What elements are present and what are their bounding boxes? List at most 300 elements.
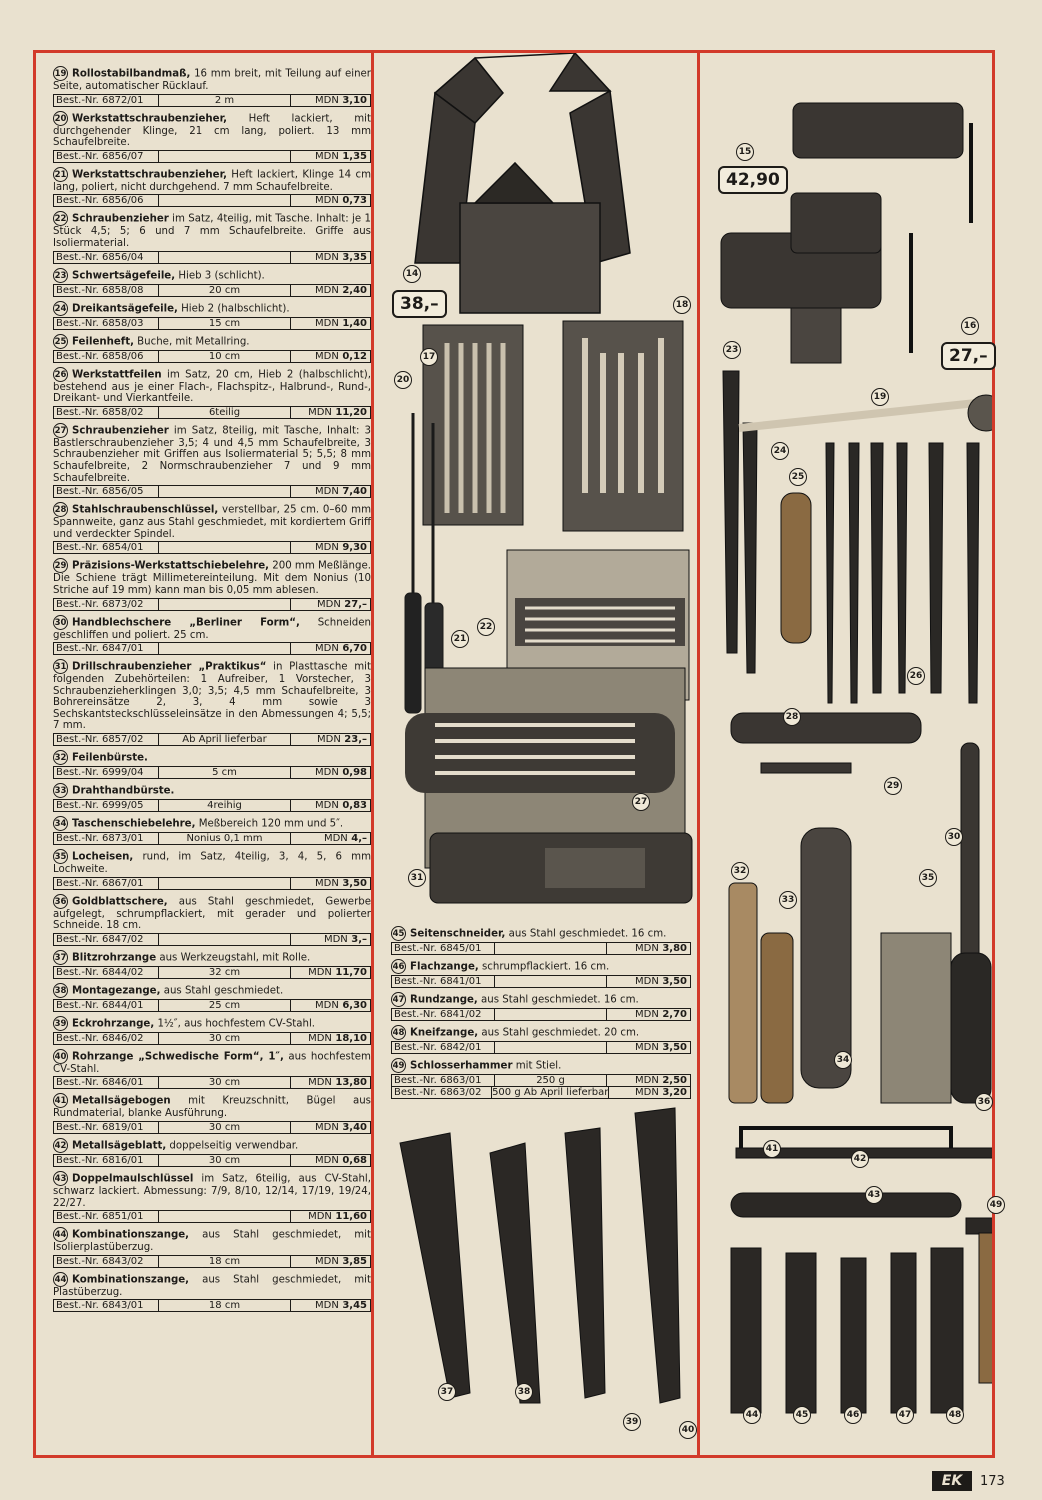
item-number: 47 <box>391 992 406 1007</box>
product-entry <box>391 1025 691 1054</box>
product-name: Feilenheft, <box>72 336 134 348</box>
item-number: 21 <box>53 167 68 182</box>
product-entry <box>53 423 371 498</box>
order-row <box>53 284 371 297</box>
currency-label: MDN <box>308 406 332 418</box>
item-number: 48 <box>391 1025 406 1040</box>
price-value: 0,83 <box>342 800 367 812</box>
order-number: Best.-Nr. 6858/08 <box>54 285 159 296</box>
currency-label: MDN <box>316 598 341 610</box>
order-spec <box>495 1042 607 1053</box>
item-number: 30 <box>53 615 68 630</box>
price-value: 1,40 <box>342 317 367 329</box>
product-entry <box>53 211 371 263</box>
callout-40: 40 <box>679 1421 697 1439</box>
order-spec: 6teilig <box>159 407 291 418</box>
item-number: 41 <box>53 1093 68 1108</box>
price-value: 3,85 <box>342 1255 367 1267</box>
product-details: 16 mm breit, mit Teilung auf einer Seite, automatischer Rücklauf. <box>53 68 371 92</box>
order-row <box>391 975 691 988</box>
order-price <box>291 1256 370 1267</box>
price-value: 0,68 <box>342 1155 367 1167</box>
product-description <box>53 1016 371 1031</box>
callout-41: 41 <box>763 1140 781 1158</box>
product-description <box>53 783 371 798</box>
product-entry <box>53 1171 371 1223</box>
product-entry <box>53 894 371 946</box>
order-number: Best.-Nr. 6863/02 <box>392 1087 492 1098</box>
price-value: 0,12 <box>342 350 367 362</box>
product-details: aus Stahl geschmiedet. 16 cm. <box>477 994 639 1006</box>
callout-22: 22 <box>477 618 495 636</box>
order-row <box>53 999 371 1012</box>
product-details: im Satz, 8teilig, mit Tasche, Inhalt: 3 Bastlerschraubenzieher 3,5; 4 und 4,5 mm Schaufelbreite, 3 Schraubenzieher mit Griffen aus Isoliermaterial 5; 5,5; 8 mm Schaufelbreite, 2 Normschraubenzieher 7 und 9 mm Schaufelbreite. <box>53 425 371 484</box>
callout-29: 29 <box>884 777 902 795</box>
product-details: aus Stahl geschmiedet, mit Plastüberzug. <box>53 1274 371 1298</box>
product-name: Metallsägeblatt, <box>72 1140 167 1152</box>
files-image <box>723 371 979 703</box>
order-row <box>53 1255 371 1268</box>
price-value: 3,50 <box>342 877 367 889</box>
order-number: Best.-Nr. 6819/01 <box>54 1122 159 1133</box>
product-description <box>53 1272 371 1299</box>
price-tag-vise-small: 27,– <box>941 342 996 370</box>
item-number: 32 <box>53 750 68 765</box>
callout-18: 18 <box>673 296 691 314</box>
product-details: Hieb 2 (halbschlicht). <box>177 303 290 315</box>
order-price <box>291 878 370 889</box>
order-price <box>607 1075 690 1086</box>
product-entry <box>53 268 371 297</box>
item-number: 45 <box>391 926 406 941</box>
callout-19: 19 <box>871 388 889 406</box>
page-footer <box>932 1468 1005 1494</box>
order-number: Best.-Nr. 6846/01 <box>54 1077 159 1088</box>
order-spec <box>159 934 291 945</box>
callout-33: 33 <box>779 891 797 909</box>
callout-37: 37 <box>438 1383 456 1401</box>
product-description <box>53 301 371 316</box>
order-price <box>291 1122 370 1133</box>
product-entry <box>53 1227 371 1268</box>
order-number: Best.-Nr. 6851/01 <box>54 1211 159 1222</box>
product-description <box>53 334 371 349</box>
middle-illustrations <box>375 53 697 1455</box>
item-number: 28 <box>53 502 68 517</box>
order-spec: 250 g <box>495 1075 607 1086</box>
product-details: rund, im Satz, 4teilig, 3, 4, 5, 6 mm Lochweite. <box>53 851 371 876</box>
product-entry <box>53 1138 371 1167</box>
order-number: Best.-Nr. 6843/01 <box>54 1300 159 1311</box>
callout-20: 20 <box>394 371 412 389</box>
order-spec: Nonius 0,1 mm <box>159 833 291 844</box>
order-row <box>53 485 371 498</box>
product-entry <box>391 926 691 955</box>
item-number: 40 <box>53 1049 68 1064</box>
order-spec <box>495 976 607 987</box>
product-name: Drahthandbürste. <box>72 785 175 797</box>
price-value: 3,35 <box>342 251 367 263</box>
product-entry <box>53 558 371 610</box>
item-number: 36 <box>53 894 68 909</box>
order-number: Best.-Nr. 6858/03 <box>54 318 159 329</box>
callout-34: 34 <box>834 1051 852 1069</box>
order-number: Best.-Nr. 6856/07 <box>54 151 159 162</box>
product-details: im Satz, 20 cm, Hieb 2 (halbschlicht), bestehend aus je einer Flach-, Flachspitz-, Halbrund-, Rund-, Dreikant- und Vierkantfeile. <box>53 369 371 405</box>
product-list-middle <box>391 926 691 1103</box>
order-row <box>53 350 371 363</box>
item-number: 43 <box>53 1171 68 1186</box>
product-description <box>53 558 371 596</box>
product-name: Montagezange, <box>72 985 161 997</box>
product-name: Feilenbürste. <box>72 752 148 764</box>
item-number: 44 <box>53 1227 68 1242</box>
product-name: Blitzrohrzange <box>72 952 157 964</box>
callout-36: 36 <box>975 1093 993 1111</box>
order-spec: 25 cm <box>159 1000 291 1011</box>
product-name: Schwertsägefeile, <box>72 270 176 282</box>
product-details: aus hochfestem CV-Stahl. <box>53 1051 371 1075</box>
order-spec: Ab April lieferbar <box>159 734 291 745</box>
order-price <box>291 800 370 811</box>
callout-49: 49 <box>987 1196 1005 1214</box>
order-row <box>391 1074 691 1087</box>
product-description <box>53 1138 371 1153</box>
order-price <box>607 943 690 954</box>
price-value: 2,50 <box>662 1075 687 1086</box>
order-number: Best.-Nr. 6858/06 <box>54 351 159 362</box>
product-entry <box>53 849 371 890</box>
product-entry <box>53 1049 371 1090</box>
product-entry <box>53 66 371 107</box>
order-number: Best.-Nr. 6873/02 <box>54 599 159 610</box>
product-name: Schraubenzieher <box>72 425 169 437</box>
order-number: Best.-Nr. 6872/01 <box>54 95 159 106</box>
product-name: Flachzange, <box>410 961 479 973</box>
product-details: aus Stahl geschmiedet. 16 cm. <box>505 928 667 940</box>
callout-44: 44 <box>743 1406 761 1424</box>
product-entry <box>53 334 371 363</box>
currency-label: MDN <box>315 999 339 1011</box>
order-price <box>607 1009 690 1020</box>
order-number: Best.-Nr. 6844/01 <box>54 1000 159 1011</box>
price-value: 3,20 <box>662 1087 687 1098</box>
pipe-wrenches-image <box>400 1108 680 1403</box>
currency-label: MDN <box>308 1211 332 1223</box>
product-name: Werkstattschraubenzieher, <box>72 169 227 181</box>
currency-label: MDN <box>315 877 339 889</box>
order-spec: 30 cm <box>159 1033 291 1044</box>
order-number: Best.-Nr. 6867/01 <box>54 878 159 889</box>
price-value: 11,20 <box>335 406 367 418</box>
order-spec: 500 g Ab April lieferbar <box>492 1087 609 1098</box>
callout-43: 43 <box>865 1186 883 1204</box>
product-name: Doppelmaulschlüssel <box>72 1173 194 1185</box>
product-details: Hieb 3 (schlicht). <box>175 270 265 282</box>
drill-screwdriver-pouch-image <box>430 833 692 903</box>
item-number: 44 <box>53 1272 68 1287</box>
order-price <box>291 486 370 497</box>
order-row <box>53 1121 371 1134</box>
product-entry <box>53 983 371 1012</box>
order-price <box>291 1211 370 1222</box>
product-name: Dreikantsägefeile, <box>72 303 178 315</box>
order-row <box>53 541 371 554</box>
price-value: 2,70 <box>662 1009 687 1020</box>
order-number: Best.-Nr. 6854/01 <box>54 542 159 553</box>
order-price <box>291 599 370 610</box>
order-row <box>53 251 371 264</box>
product-name: Taschenschiebelehre, <box>72 818 196 830</box>
order-spec <box>159 878 291 889</box>
order-row <box>53 966 371 979</box>
order-row <box>53 317 371 330</box>
callout-46: 46 <box>844 1406 862 1424</box>
toolbox-image <box>415 53 630 313</box>
price-value: 3,50 <box>662 976 687 987</box>
order-row <box>53 1299 371 1312</box>
currency-label: MDN <box>315 1122 339 1134</box>
product-entry <box>391 959 691 988</box>
product-description <box>53 1227 371 1254</box>
currency-label: MDN <box>316 734 341 746</box>
product-entry <box>53 1093 371 1134</box>
item-number: 39 <box>53 1016 68 1031</box>
product-description <box>391 959 691 974</box>
product-entry <box>53 816 371 845</box>
product-description <box>53 423 371 484</box>
order-number: Best.-Nr. 6841/02 <box>392 1009 495 1020</box>
page-number: 173 <box>980 1473 1005 1489</box>
order-spec: 5 cm <box>159 767 291 778</box>
order-number: Best.-Nr. 6816/01 <box>54 1155 159 1166</box>
order-price <box>291 734 370 745</box>
callout-42: 42 <box>851 1150 869 1168</box>
order-row <box>53 766 371 779</box>
currency-label: MDN <box>315 542 339 554</box>
brushes-punches-image <box>729 828 991 1103</box>
order-row <box>53 733 371 746</box>
product-entry <box>53 783 371 812</box>
order-number: Best.-Nr. 6873/01 <box>54 833 159 844</box>
order-row <box>53 1076 371 1089</box>
order-spec <box>159 643 291 654</box>
product-entry <box>53 301 371 330</box>
product-details: in Plasttasche mit folgenden Zubehörteilen: 1 Aufreiber, 1 Vorstecher, 3 Schraubenzieherklingen 3,0; 3,5; 4,5 mm Schaufelbreite, 3 Bohrereinsätze 2, 3, 4 mm sowie 3 Sechskantsteckschlüsseleinsätze in den Abmessungen 4; 5,5; 7 mm. <box>53 661 372 732</box>
callout-30: 30 <box>945 828 963 846</box>
price-tag-vise-big: 42,90 <box>718 166 788 194</box>
order-number: Best.-Nr. 6846/02 <box>54 1033 159 1044</box>
product-name: Handblechschere „Berliner Form“, <box>72 617 300 628</box>
column-divider <box>371 50 374 1458</box>
order-number: Best.-Nr. 6842/01 <box>392 1042 495 1053</box>
product-name: Rollostabilbandmaß, <box>72 68 191 80</box>
currency-label: MDN <box>315 1155 339 1167</box>
product-description <box>53 1093 371 1120</box>
item-number: 34 <box>53 816 68 831</box>
order-spec <box>159 151 291 162</box>
product-name: Drillschraubenzieher „Praktikus“ <box>72 661 267 673</box>
order-row <box>53 1154 371 1167</box>
product-entry <box>391 1086 691 1099</box>
order-row <box>53 1210 371 1223</box>
price-value: 3,45 <box>342 1300 367 1312</box>
right-illustrations <box>701 53 992 1455</box>
callout-17: 17 <box>420 348 438 366</box>
file-handle-image <box>781 493 811 643</box>
price-value: 27,– <box>344 598 367 610</box>
item-number: 33 <box>53 783 68 798</box>
item-number: 24 <box>53 301 68 316</box>
product-details: aus Stahl geschmiedet, mit Isolierplastüberzug. <box>53 1229 371 1254</box>
order-row <box>53 832 371 845</box>
order-row <box>53 150 371 163</box>
item-number: 25 <box>53 334 68 349</box>
order-spec: 2 m <box>159 95 291 106</box>
order-price <box>291 285 370 296</box>
product-description <box>53 268 371 283</box>
order-row <box>391 1086 691 1099</box>
currency-label: MDN <box>308 1077 332 1089</box>
order-number: Best.-Nr. 6856/05 <box>54 486 159 497</box>
product-details: im Satz, 6teilig, aus CV-Stahl, schwarz lackiert. Abmessung: 7/9, 8/10, 12/14, 17/19, 19/24, 22/27. <box>53 1173 371 1209</box>
order-price <box>291 542 370 553</box>
order-price <box>291 1000 370 1011</box>
price-value: 3,50 <box>662 1042 687 1053</box>
product-entry <box>53 111 371 163</box>
currency-label: MDN <box>323 833 348 845</box>
price-value: 3,80 <box>662 943 687 954</box>
price-value: 7,40 <box>342 486 367 498</box>
item-number: 19 <box>53 66 68 81</box>
order-price <box>609 1087 690 1098</box>
product-entry <box>53 1016 371 1045</box>
callout-28: 28 <box>783 708 801 726</box>
price-value: 11,70 <box>335 966 367 978</box>
product-description <box>53 950 371 965</box>
product-name: Werkstattschraubenzieher, <box>72 113 227 125</box>
order-spec <box>495 1009 607 1020</box>
callout-16: 16 <box>961 317 979 335</box>
product-name: Eckrohrzange, <box>72 1018 155 1030</box>
order-spec <box>159 486 291 497</box>
product-description <box>53 111 371 149</box>
callout-14: 14 <box>403 265 421 283</box>
price-value: 4,– <box>351 833 367 845</box>
currency-label: MDN <box>635 1042 659 1053</box>
order-price <box>291 833 370 844</box>
product-details: doppelseitig verwendbar. <box>166 1140 299 1152</box>
item-number: 23 <box>53 268 68 283</box>
product-description <box>53 983 371 998</box>
order-spec: 18 cm <box>159 1256 291 1267</box>
order-spec: 30 cm <box>159 1077 291 1088</box>
order-row <box>53 406 371 419</box>
currency-label: MDN <box>315 1255 339 1267</box>
product-details: Meßbereich 120 mm und 5″. <box>195 818 344 830</box>
product-name: Kombinationszange, <box>72 1229 190 1241</box>
product-entry <box>391 1058 691 1087</box>
price-value: 11,60 <box>335 1211 367 1223</box>
product-description <box>53 849 371 876</box>
currency-label: MDN <box>315 643 339 655</box>
order-number: Best.-Nr. 6843/02 <box>54 1256 159 1267</box>
product-details: verstellbar, 25 cm. 0–60 mm Spannweite, ganz aus Stahl geschmiedet, mit kordiertem Griff und verdeckter Spindel. <box>53 504 371 540</box>
product-description <box>53 211 371 249</box>
order-spec: 30 cm <box>159 1155 291 1166</box>
item-number: 38 <box>53 983 68 998</box>
order-price <box>291 767 370 778</box>
order-row <box>53 94 371 107</box>
price-value: 6,70 <box>342 643 367 655</box>
product-details: 1½″, aus hochfestem CV-Stahl. <box>154 1018 316 1030</box>
product-entry <box>53 502 371 554</box>
order-row <box>53 598 371 611</box>
item-number: 46 <box>391 959 406 974</box>
product-details: aus Stahl geschmiedet. <box>160 985 284 997</box>
item-number: 29 <box>53 558 68 573</box>
product-list-left <box>53 66 371 1446</box>
order-price <box>291 407 370 418</box>
currency-label: MDN <box>308 966 332 978</box>
order-spec: 20 cm <box>159 285 291 296</box>
product-name: Präzisions-Werkstattschiebelehre, <box>72 560 269 572</box>
order-number: Best.-Nr. 6856/04 <box>54 252 159 263</box>
callout-25: 25 <box>789 468 807 486</box>
price-value: 23,– <box>344 734 367 746</box>
callout-31: 31 <box>408 869 426 887</box>
price-tag-toolbox: 38,– <box>392 290 447 318</box>
price-value: 0,73 <box>342 195 367 207</box>
product-description <box>53 894 371 932</box>
currency-label: MDN <box>315 317 339 329</box>
product-name: Schlosserhammer <box>410 1060 513 1072</box>
product-description <box>53 502 371 540</box>
product-description <box>391 926 691 941</box>
product-description <box>53 659 371 732</box>
measuring-tape-image <box>739 395 992 431</box>
product-name: Rundzange, <box>410 994 478 1006</box>
order-row <box>391 942 691 955</box>
product-description <box>391 1058 691 1073</box>
order-number: Best.-Nr. 6847/01 <box>54 643 159 654</box>
currency-label: MDN <box>315 767 339 779</box>
product-entry <box>53 950 371 979</box>
product-details: aus Werkzeugstahl, mit Rolle. <box>156 952 311 964</box>
order-spec <box>159 195 291 206</box>
callout-47: 47 <box>896 1406 914 1424</box>
order-spec: 18 cm <box>159 1300 291 1311</box>
callout-15: 15 <box>736 143 754 161</box>
product-images-middle <box>375 53 697 1455</box>
order-spec <box>159 1211 291 1222</box>
currency-label: MDN <box>635 1075 659 1086</box>
callout-38: 38 <box>515 1383 533 1401</box>
pliers-image <box>731 1248 963 1413</box>
item-number: 20 <box>53 111 68 126</box>
order-price <box>291 643 370 654</box>
order-price <box>291 1077 370 1088</box>
product-name: Locheisen, <box>72 851 134 863</box>
product-details: schrumpflackiert. 16 cm. <box>478 961 610 973</box>
callout-39: 39 <box>623 1413 641 1431</box>
price-value: 2,40 <box>342 284 367 296</box>
product-details: aus Stahl geschmiedet. 20 cm. <box>478 1027 640 1039</box>
callout-21: 21 <box>451 630 469 648</box>
product-name: Schraubenzieher <box>72 213 169 225</box>
product-details: Heft lackiert, mit durchgehender Klinge, 21 cm lang, poliert. 13 mm Schaufelbreite. <box>53 113 371 149</box>
currency-label: MDN <box>315 94 339 106</box>
